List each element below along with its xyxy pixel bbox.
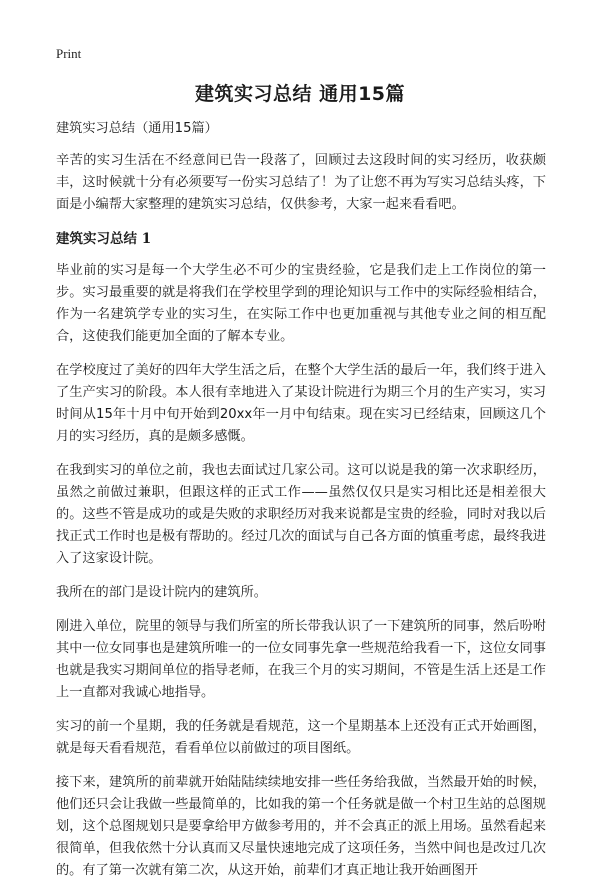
page-title: 建筑实习总结 通用15篇 bbox=[194, 83, 406, 105]
paragraph-6: 实习的前一个星期，我的任务就是看规范，这一个星期基本上还没有正式开始画图，就是每天看看规范，看看单位以前做过的项目图纸。 bbox=[56, 719, 546, 756]
intro-paragraph: 辛苦的实习生活在不经意间已告一段落了，回顾过去这段时间的实习经历，收获颇丰，这时候就十分有必须要写一份实习总结了！为了让您不再为写实习总结头疼，下面是小编帮大家整理的建筑实习总结，仅供参考，大家一起来看看吧。 bbox=[56, 153, 546, 212]
article-body bbox=[56, 118, 546, 894]
section-heading: 建筑实习总结 1 bbox=[56, 231, 152, 247]
paragraph-1: 毕业前的实习是每一个大学生必不可少的宝贵经验，它是我们走上工作岗位的第一步。实习最重要的就是将我们在学校里学到的理论知识与工作中的实际经验相结合，作为一名建筑学专业的实习生，在实际工作中也更加重视与其他专业之间的相互配合，这使我们能更加全面的了解本专业。 bbox=[56, 263, 546, 344]
print-link[interactable]: Print bbox=[56, 46, 82, 61]
paragraph-7: 接下来，建筑所的前辈就开始陆陆续续地安排一些任务给我做，当然最开始的时候，他们还只会让我做一些最简单的，比如我的第一个任务就是做一个村卫生站的总图规划，这个总图规划只是要拿给甲方做参考用的，并不会真正的派上用场。虽然看起来很简单，但我依然十分认真而又尽量快速地完成了这项任务，当然中间也是改过几次的。有了第一次就有第二次，从这开始，前辈们才真正地让我开始画图开 bbox=[56, 775, 546, 878]
paragraph-4: 我所在的部门是设计院内的建筑所。 bbox=[56, 585, 267, 600]
paragraph-2: 在学校度过了美好的四年大学生活之后，在整个大学生活的最后一年，我们终于进入了生产实习的阶段。本人很有幸地进入了某设计院进行为期三个月的生产实习，实习时间从15年十月中旬开始到20xx年一月中旬结束。现在实习已经结束，回顾这几个月的实习经历，真的是颇多感慨。 bbox=[56, 363, 546, 444]
paragraph-5: 刚进入单位，院里的领导与我们所室的所长带我认识了一下建筑所的同事，然后吩咐其中一位女同事也是建筑所唯一的一位女同事先拿一些规范给我看一下，这位女同事也就是我实习期间单位的指导老师，在我三个月的实习期间，不管是生活上还是工作上一直都对我诚心地指导。 bbox=[56, 619, 546, 700]
article-subtitle: 建筑实习总结（通用15篇） bbox=[56, 121, 218, 136]
paragraph-3: 在我到实习的单位之前，我也去面试过几家公司。这可以说是我的第一次求职经历，虽然之前做过兼职，但跟这样的正式工作——虽然仅仅只是实习相比还是相差很大的。这些不管是成功的或是失败的求职经历对我来说都是宝贵的经验，同时对我以后找正式工作时也是极有帮助的。经过几次的面试与自己各方面的慎重考虑，最终我进入了这家设计院。 bbox=[56, 463, 546, 566]
